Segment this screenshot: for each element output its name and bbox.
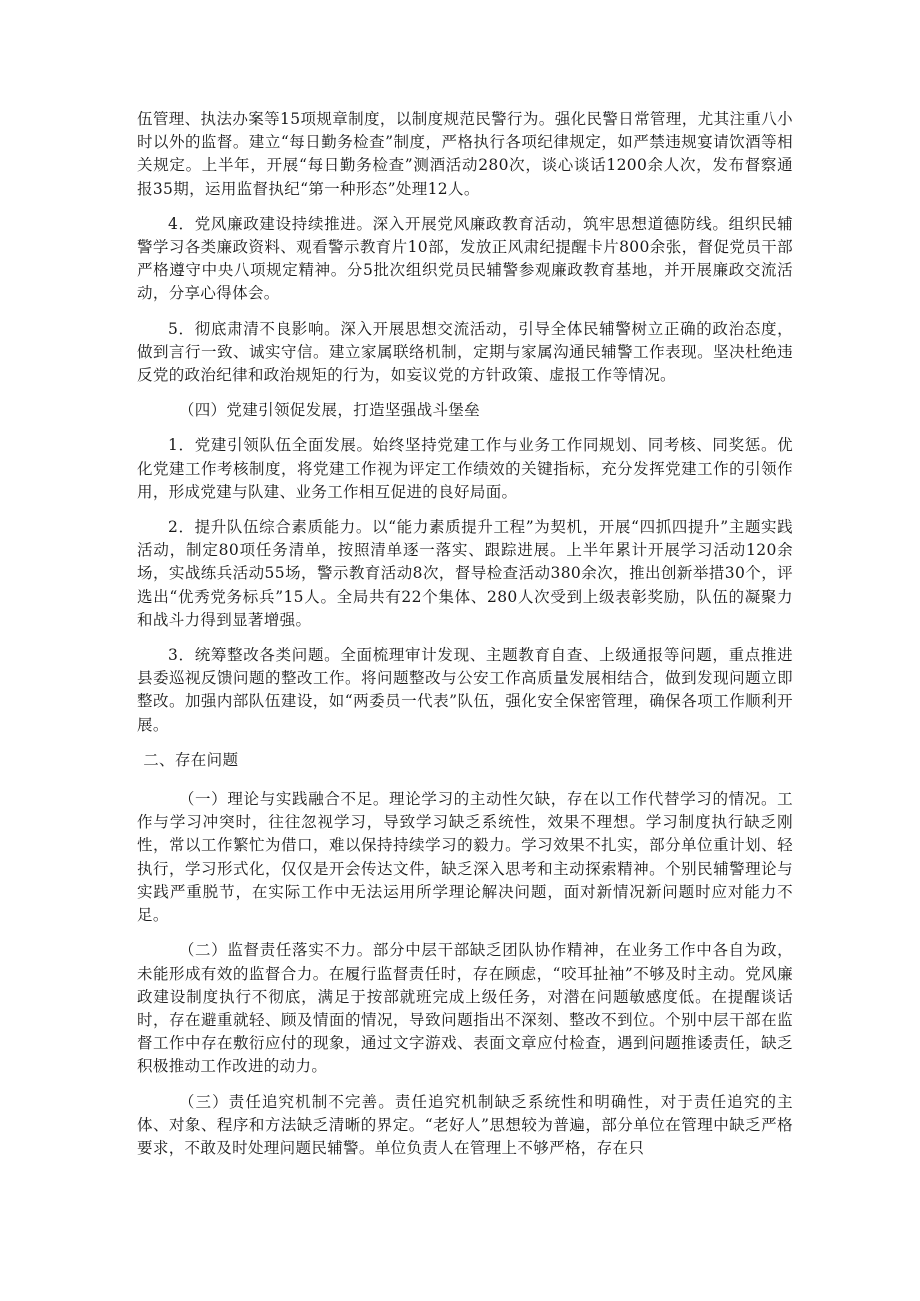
paragraph-item-1: 1．党建引领队伍全面发展。始终坚持党建工作与业务工作同规划、同考核、同奖惩。优化党建工作考核制度，将党建工作视为评定工作绩效的关键指标，充分发挥党建工作的引领作用，形成党建与队建、业务工作相互促进的良好局面。 bbox=[137, 436, 793, 501]
paragraph-item-5: 5．彻底肃清不良影响。深入开展思想交流活动，引导全体民辅警树立正确的政治态度，做到言行一致、诚实守信。建立家属联络机制，定期与家属沟通民辅警工作表现。坚决杜绝违反党的政治纪律和政治规矩的行为，如妄议党的方针政策、虚报工作等情况。 bbox=[137, 319, 793, 385]
section-heading-problems: 二、存在问题 bbox=[143, 750, 239, 769]
problem-3-paragraph: （三）责任追究机制不完善。责任追究机制缺乏系统性和明确性，对于责任追究的主体、对象、程序和方法缺乏清晰的界定。“老好人”思想较为普遍，部分单位在管理中缺乏严格要求，不敢及时处理问题民辅警。单位负责人在管理上不够严格，存在只 bbox=[137, 1092, 793, 1157]
section-heading-4: （四）党建引领促发展，打造坚强战斗堡垒 bbox=[178, 401, 480, 420]
document-page bbox=[137, 108, 793, 1172]
paragraph-continued: 伍管理、执法办案等15项规章制度，以制度规范民警行为。强化民警日常管理，尤其注重八小时以外的监督。建立“每日勤务检查”制度，严格执行各项纪律规定，如严禁违规宴请饮酒等相关规定。上半年，开展“每日勤务检查”测酒活动280次，谈心谈话1200余人次，发布督察通报35期，运用监督执纪“第一种形态”处理12人。 bbox=[137, 110, 793, 198]
problem-2-paragraph: （二）监督责任落实不力。部分中层干部缺乏团队协作精神，在业务工作中各自为政，未能形成有效的监督合力。在履行监督责任时，存在顾虑，“咬耳扯袖”不够及时主动。党风廉政建设制度执行不彻底，满足于按部就班完成上级任务，对潜在问题敏感度低。在提醒谈话时，存在避重就轻、顾及情面的情况，导致问题指出不深刻、整改不到位。个别中层干部在监督工作中存在敷衍应付的现象，通过文字游戏、表面文章应付检查，遇到问题推诿责任，缺乏积极推动工作改进的动力。 bbox=[137, 941, 793, 1076]
problem-1-paragraph: （一）理论与实践融合不足。理论学习的主动性欠缺，存在以工作代替学习的情况。工作与学习冲突时，往往忽视学习，导致学习缺乏系统性，效果不理想。学习制度执行缺乏刚性，常以工作繁忙为借口，难以保持持续学习的毅力。学习效果不扎实，部分单位重计划、轻执行，学习形式化，仅仅是开会传达文件，缺乏深入思考和主动探索精神。个别民辅警理论与实践严重脱节，在实际工作中无法运用所学理论解决问题，面对新情况新问题时应对能力不足。 bbox=[137, 790, 793, 925]
paragraph-item-3: 3．统筹整改各类问题。全面梳理审计发现、主题教育自查、上级通报等问题，重点推进县委巡视反馈问题的整改工作。将问题整改与公安工作高质量发展相结合，做到发现问题立即整改。加强内部队伍建设，如“两委员一代表”队伍，强化安全保密管理，确保各项工作顺利开展。 bbox=[137, 646, 793, 734]
paragraph-item-4: 4．党风廉政建设持续推进。深入开展党风廉政教育活动，筑牢思想道德防线。组织民辅警学习各类廉政资料、观看警示教育片10部，发放正风肃纪提醒卡片800余张，督促党员干部严格遵守中央八项规定精神。分5批次组织党员民辅警参观廉政教育基地，并开展廉政交流活动，分享心得体会。 bbox=[137, 214, 793, 303]
paragraph-item-2: 2．提升队伍综合素质能力。以“能力素质提升工程”为契机，开展“四抓四提升”主题实践活动，制定80项任务清单，按照清单逐一落实、跟踪进展。上半年累计开展学习活动120余场，实战练兵活动55场，警示教育活动8次，督导检查活动380余次，推出创新举措30个，评选出“优秀党务标兵”15人。全局共有22个集体、280人次受到上级表彰奖励，队伍的凝聚力和战斗力得到显著增强。 bbox=[137, 518, 793, 629]
